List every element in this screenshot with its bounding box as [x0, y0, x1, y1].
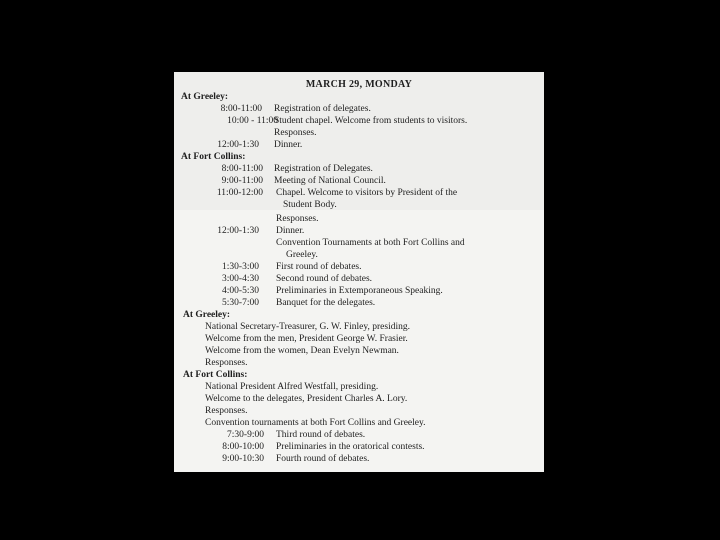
- schedule-event-continued: Convention Tournaments at both Fort Collins and: [276, 238, 465, 248]
- schedule-time: 8:00-11:00: [221, 164, 263, 174]
- schedule-event-continued: Greeley.: [286, 250, 318, 260]
- program-line: Responses.: [205, 406, 248, 416]
- schedule-event: Preliminaries in the oratorical contests.: [276, 442, 425, 452]
- schedule-event: Banquet for the delegates.: [276, 298, 376, 308]
- schedule-event: Chapel. Welcome to visitors by President of the: [276, 188, 458, 198]
- section-header-greeley: At Greeley:: [183, 310, 231, 320]
- schedule-event: Student chapel. Welcome from students to visitors.: [274, 116, 468, 126]
- schedule-event-continued: Student Body.: [283, 200, 337, 210]
- schedule-event: Second round of debates.: [276, 274, 373, 284]
- schedule-time: 10:00 - 11:00: [227, 116, 278, 126]
- program-line: National Secretary-Treasurer, G. W. Finley, presiding.: [205, 322, 410, 332]
- schedule-time: 3:00-4:30: [222, 274, 259, 284]
- section-header-greeley: At Greeley:: [181, 92, 229, 102]
- program-line: Responses.: [205, 358, 248, 368]
- schedule-time: 8:00-10:00: [222, 442, 264, 452]
- schedule-event: Registration of Delegates.: [274, 164, 373, 174]
- schedule-event: First round of debates.: [276, 262, 362, 272]
- schedule-time: 12:00-1:30: [217, 226, 259, 236]
- schedule-event-continued: Responses.: [274, 128, 317, 138]
- schedule-event: Dinner.: [276, 226, 305, 236]
- program-line: National President Alfred Westfall, presiding.: [205, 382, 379, 392]
- program-page: [174, 72, 544, 472]
- schedule-time: 11:00-12:00: [216, 188, 263, 198]
- schedule-time: 9:00-11:00: [221, 176, 263, 186]
- schedule-time: 1:30-3:00: [222, 262, 259, 272]
- schedule-time: 7:30-9:00: [227, 430, 264, 440]
- section-header-fort-collins: At Fort Collins:: [181, 152, 246, 162]
- schedule-time: 9:00-10:30: [222, 454, 264, 464]
- schedule-event: Meeting of National Council.: [274, 176, 386, 186]
- schedule-event: Registration of delegates.: [274, 104, 371, 114]
- program-line: Convention tournaments at both Fort Collins and Greeley.: [205, 418, 426, 428]
- schedule-time: 4:00-5:30: [222, 286, 259, 296]
- section-header-fort-collins: At Fort Collins:: [183, 370, 248, 380]
- program-line: Welcome from the women, Dean Evelyn Newman.: [205, 346, 399, 356]
- page-title: MARCH 29, MONDAY: [305, 79, 413, 90]
- schedule-event: Preliminaries in Extemporaneous Speaking.: [276, 286, 443, 296]
- schedule-time: 5:30-7:00: [222, 298, 259, 308]
- program-line: Welcome to the delegates, President Charles A. Lory.: [205, 394, 408, 404]
- schedule-event: Dinner.: [274, 140, 303, 150]
- schedule-time: 12:00-1:30: [217, 140, 259, 150]
- schedule-event-continued: Responses.: [276, 214, 319, 224]
- schedule-event: Third round of debates.: [276, 430, 366, 440]
- program-line: Welcome from the men, President George W. Frasier.: [205, 334, 408, 344]
- schedule-event: Fourth round of debates.: [276, 454, 370, 464]
- schedule-time: 8:00-11:00: [220, 104, 262, 114]
